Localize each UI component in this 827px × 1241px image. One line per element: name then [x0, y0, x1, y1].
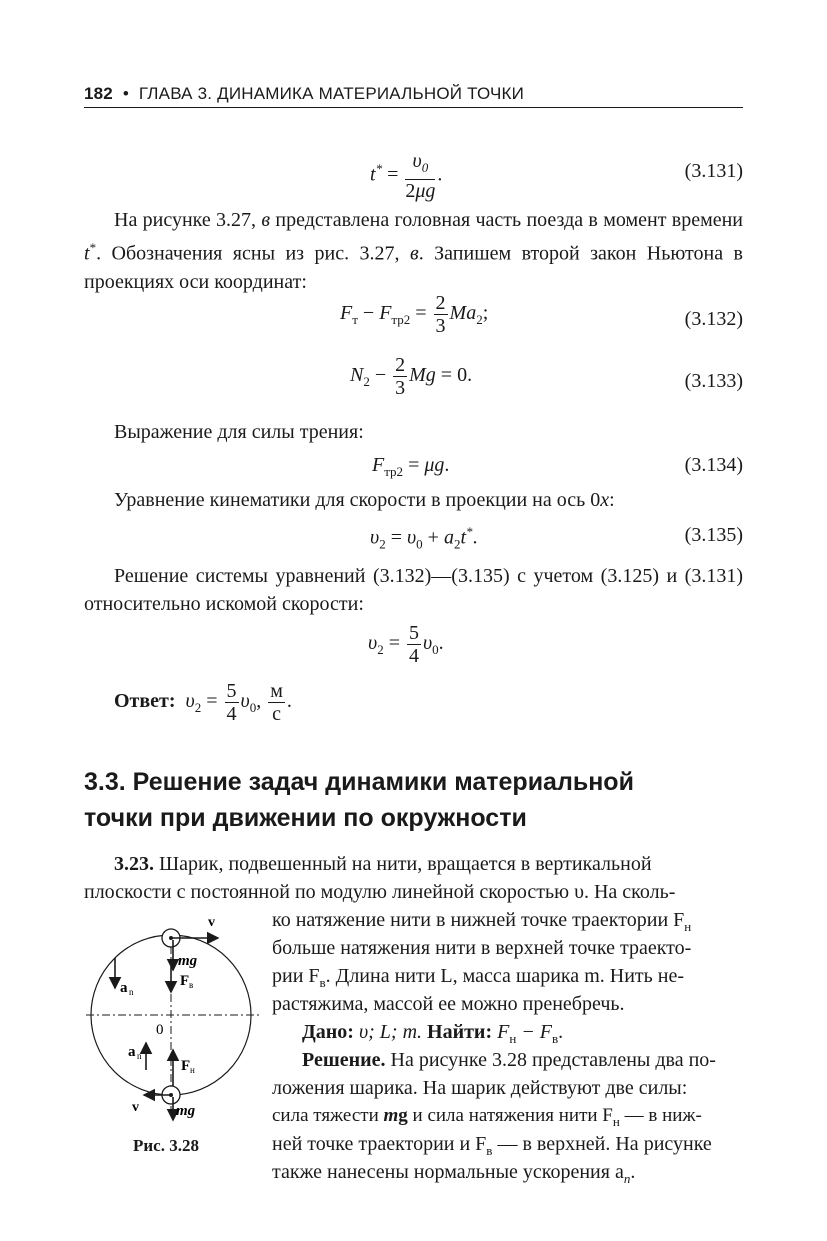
result-equation: $\upsilon_2$ = $\frac{5}{4}$ $\upsilon_0$. [368, 622, 444, 667]
header-bullet: • [122, 84, 129, 103]
given-line: Дано: υ; L; m. Найти: $F_н - F_в$. [302, 1021, 564, 1046]
label-origin: 0 [156, 1022, 164, 1038]
label-fn: F [181, 1058, 191, 1074]
text: На рисунке 3.27, [114, 209, 262, 231]
equation-3-135: $\upsilon_2 = \upsilon_0 + a_2t^*$. [370, 524, 478, 552]
text: — в верхней. На рисунке [492, 1133, 712, 1155]
heading-line: точки при движении по окружности [84, 804, 527, 832]
solution-line-4: ней точке траектории и $F_в$ — в верхней. На рисунке [272, 1133, 712, 1158]
text: сила тяжести [272, 1105, 384, 1126]
equation-3-132: $F_т - F_{тр2}$ = $\frac{2}{3}$ $Ma_2$; [340, 292, 489, 337]
label-an-bottom-sub: n [137, 1051, 142, 1061]
text: Уравнение кинематики для скорости в проекции на ось 0 [114, 489, 601, 511]
answer: Ответ: $\upsilon_2$ = $\frac{5}{4}$ $\upsilon_0$, $\frac{м}{с}$ . [114, 680, 292, 725]
problem-line-5: рии $F_в$. Длина нити L, масса шарика m. Нить не- [272, 965, 684, 990]
equation-3-133: $N_2$ − $\frac{2}{3}$ Mg = 0. [350, 354, 473, 399]
problem-line-4: больше натяжения нити в верхней точке траекто- [272, 937, 692, 959]
solution-line-1 [302, 1046, 716, 1074]
text: представлена головная часть поезда в момент времени [270, 209, 744, 231]
text: ко натяжение нити в нижней точке траектории F [272, 909, 685, 931]
problem-number: 3.23. [114, 853, 154, 875]
paragraph-1: На рисунке 3.27, в представлена головная часть поезда в момент времени t*. Обозначения ясны из рис. 3.27, в. Запишем второй закон Ньютона в проекциях оси координат: [84, 209, 744, 293]
problem-line-2: плоскости с постоянной по модулю линейной скоростью υ. На сколь- [84, 881, 676, 903]
solution-line-2: ложения шарика. На шарик действуют две силы: [272, 1077, 688, 1099]
text: — в ниж- [619, 1105, 702, 1126]
text: в [410, 242, 419, 265]
given-label: Дано: [302, 1021, 354, 1043]
text: F [492, 1021, 510, 1043]
equation-number: (3.134) [684, 454, 743, 476]
section-heading [84, 764, 634, 836]
find-label: Найти: [427, 1021, 493, 1043]
equation-3-131: t* = $\frac{\upsilon_0}{2\mu g}$ . [370, 150, 443, 202]
figure-3-28 [84, 910, 274, 1130]
label-fn-sub: н [190, 1065, 195, 1075]
paragraph-4: Решение системы уравнений (3.132)—(3.135) с учетом (3.125) и (3.131) относительно искомой скорости: [84, 565, 743, 615]
equation-number: (3.131) [684, 160, 743, 182]
label-an-bottom: a [128, 1044, 136, 1060]
problem-line-3: ко натяжение нити в нижней точке траектории $F_н$ [272, 909, 692, 934]
solution-label: Решение. [302, 1049, 386, 1071]
equation-number: (3.132) [684, 308, 743, 330]
label-fv-sub: в [189, 980, 194, 990]
label-mg-bottom: mg [176, 1103, 196, 1119]
text: − F [516, 1021, 553, 1043]
label-mg-top: mg [178, 953, 198, 969]
paragraph-2: Выражение для силы трения: [114, 421, 364, 443]
text: Шарик, подвешенный на нити, вращается в вертикальной [154, 853, 652, 875]
label-fv: F [180, 973, 190, 989]
text: в [261, 209, 271, 231]
text: υ; L; m. [353, 1021, 428, 1043]
running-header [84, 84, 524, 104]
text: . Длина нити L, масса шарика m. Нить не- [325, 965, 684, 987]
problem-line-1 [114, 850, 652, 878]
text: ней точке траектории и F [272, 1133, 487, 1155]
header-rule [84, 107, 743, 108]
equation-number: (3.135) [684, 524, 743, 546]
text: также нанесены нормальные ускорения a [272, 1161, 624, 1183]
text: рии F [272, 965, 320, 987]
label-v-top: v [208, 915, 215, 930]
text: : [609, 489, 615, 511]
text: . Обозначения ясны из рис. 3.27, [96, 242, 411, 265]
chapter-title: ГЛАВА 3. ДИНАМИКА МАТЕРИАЛЬНОЙ ТОЧКИ [138, 84, 525, 103]
answer-label: Ответ: [114, 690, 176, 713]
solution-line-5: также нанесены нормальные ускорения $a_n$. [272, 1161, 636, 1186]
equation-number: (3.133) [684, 370, 743, 392]
label-an-top: a [120, 980, 128, 996]
heading-line: 3.3. Решение задач динамики материальной [84, 768, 634, 796]
paragraph-3: Уравнение кинематики для скорости в проекции на ось 0x: [114, 489, 615, 511]
problem-line-6: растяжима, массой ее можно пренебречь. [272, 993, 625, 1015]
equation-3-134: $F_{тр2} = \mu g$. [372, 454, 450, 479]
label-v-bottom: v [132, 1100, 139, 1115]
text: и сила натяжения нити F [407, 1105, 613, 1126]
figure-caption: Рис. 3.28 [133, 1136, 199, 1155]
text: На рисунке 3.28 представлены два по- [385, 1049, 716, 1071]
page-number: 182 [84, 84, 113, 103]
label-an-top-sub: n [129, 987, 134, 997]
solution-line-3: сила тяжести mg и сила натяжения нити $F_н$ — в ниж- [272, 1105, 702, 1129]
text: . Запишем второй закон Ньютона в проекциях оси координат: [84, 242, 743, 293]
